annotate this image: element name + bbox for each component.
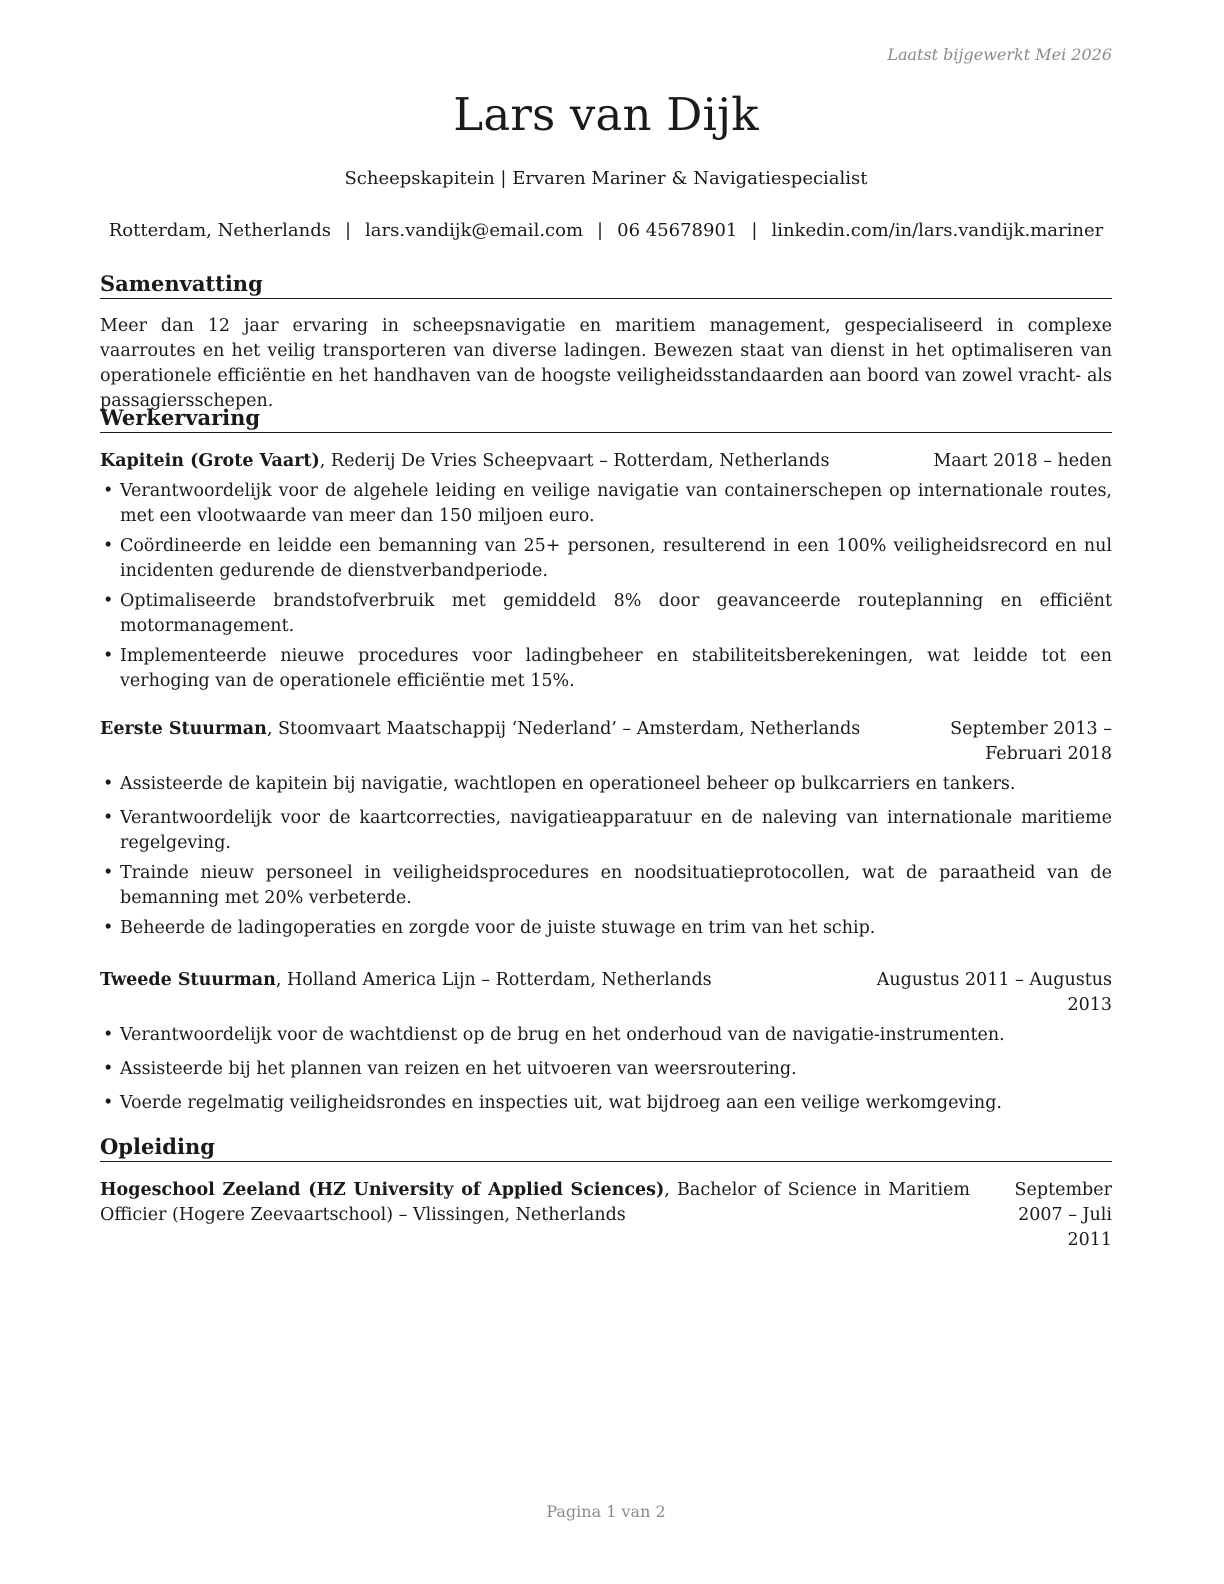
job-bullets <box>100 772 1112 941</box>
contact-linkedin[interactable]: linkedin.com/in/lars.vandijk.mariner <box>771 220 1104 241</box>
section-title-education: Opleiding <box>100 1134 1112 1162</box>
job-title-line <box>100 717 860 742</box>
job-role: Kapitein (Grote Vaart) <box>100 451 320 471</box>
job-role: Eerste Stuurman <box>100 719 267 739</box>
list-item: • Assisteerde de kapitein bij navigatie, wachtlopen en operationeel beheer op bulkcarriers en tankers. <box>103 774 1016 794</box>
job-employer: , Stoomvaart Maatschappij ‘Nederland’ – Amsterdam, Netherlands <box>266 719 861 739</box>
list-item: • Verantwoordelijk voor de wachtdienst op de brug en het onderhoud van de navigatie-instrumenten. <box>103 1025 1005 1045</box>
list-item: • Optimaliseerde brandstofverbruik met gemiddeld 8% door geavanceerde routeplanning en efficiënt motormanagement. <box>103 591 1112 636</box>
list-item: • Trainde nieuw personeel in veiligheidsprocedures en noodsituatieprotocollen, wat de paraatheid van de bemanning met 20% verbeterde. <box>103 863 1112 908</box>
list-item: • Beheerde de ladingoperaties en zorgde voor de juiste stuwage en trim van het schip. <box>103 918 876 938</box>
resume-page <box>100 0 1112 1584</box>
job-title-line <box>100 449 829 474</box>
contact-email[interactable]: lars.vandijk@email.com <box>365 220 584 241</box>
list-item: • Voerde regelmatig veiligheidsrondes en inspecties uit, wat bijdroeg aan een veilige werkomgeving. <box>103 1093 1002 1113</box>
list-item: • Coördineerde en leidde een bemanning van 25+ personen, resulterend in een 100% veiligheidsrecord en nul incidenten gedurende de dienstverbandperiode. <box>103 536 1112 581</box>
education-degree: , Bachelor of Science in Maritiem Officier (Hogere Zeevaartschool) – Vlissingen, Netherlands <box>100 1180 970 1225</box>
education-dates: September 2007 – Juli 2011 <box>1014 1180 1112 1250</box>
education-school: Hogeschool Zeeland (HZ University of Applied Sciences) <box>100 1180 665 1200</box>
list-item: • Implementeerde nieuwe procedures voor ladingbeheer en stabiliteitsberekeningen, wat leidde tot een verhoging van de operationele efficiëntie met 15%. <box>103 646 1112 691</box>
job-bullets <box>100 479 1112 694</box>
education-entry <box>100 1178 970 1228</box>
contact-separator: | <box>597 220 604 241</box>
page-number: Pagina 1 van 2 <box>546 1502 666 1521</box>
contact-phone: 06 45678901 <box>617 220 738 241</box>
job-employer: , Holland America Lijn – Rotterdam, Netherlands <box>275 970 712 990</box>
contact-separator: | <box>751 220 758 241</box>
section-title-experience: Werkervaring <box>100 405 1112 433</box>
job-role: Tweede Stuurman <box>100 970 276 990</box>
job-dates: September 2013 – Februari 2018 <box>950 719 1112 764</box>
list-item: • Verantwoordelijk voor de kaartcorrecties, navigatieapparatuur en de naleving van internationale maritieme regelgeving. <box>103 808 1112 853</box>
job-dates: Augustus 2011 – Augustus 2013 <box>876 970 1112 1015</box>
job-employer: , Rederij De Vries Scheepvaart – Rotterdam, Netherlands <box>319 451 830 471</box>
contact-separator: | <box>344 220 352 241</box>
contact-location: Rotterdam, Netherlands <box>108 220 331 241</box>
summary-text: Meer dan 12 jaar ervaring in scheepsnavigatie en maritiem management, gespecialiseerd in complexe vaarroutes en het veilig transporteren van diverse ladingen. Bewezen staat van dienst in het optimaliseren van operationele efficiëntie en het handhaven van de hoogste veiligheidsstandaarden aan boord van zowel vracht- als passagiersschepen. <box>100 316 1112 411</box>
job-dates: Maart 2018 – heden <box>933 451 1112 471</box>
job-title-line <box>100 968 712 993</box>
contact-line <box>100 220 1112 241</box>
section-title-summary: Samenvatting <box>100 271 1112 299</box>
candidate-subtitle: Scheepskapitein | Ervaren Mariner & Navigatiespecialist <box>344 168 868 189</box>
list-item: • Assisteerde bij het plannen van reizen en het uitvoeren van weersroutering. <box>103 1059 797 1079</box>
last-updated-note: Laatst bijgewerkt Mei 2026 <box>887 45 1112 64</box>
candidate-name: Lars van Dijk <box>453 88 759 141</box>
list-item: • Verantwoordelijk voor de algehele leiding en veilige navigatie van containerschepen op internationale routes, met een vlootwaarde van meer dan 150 miljoen euro. <box>103 481 1112 526</box>
job-bullets <box>100 1023 1112 1116</box>
